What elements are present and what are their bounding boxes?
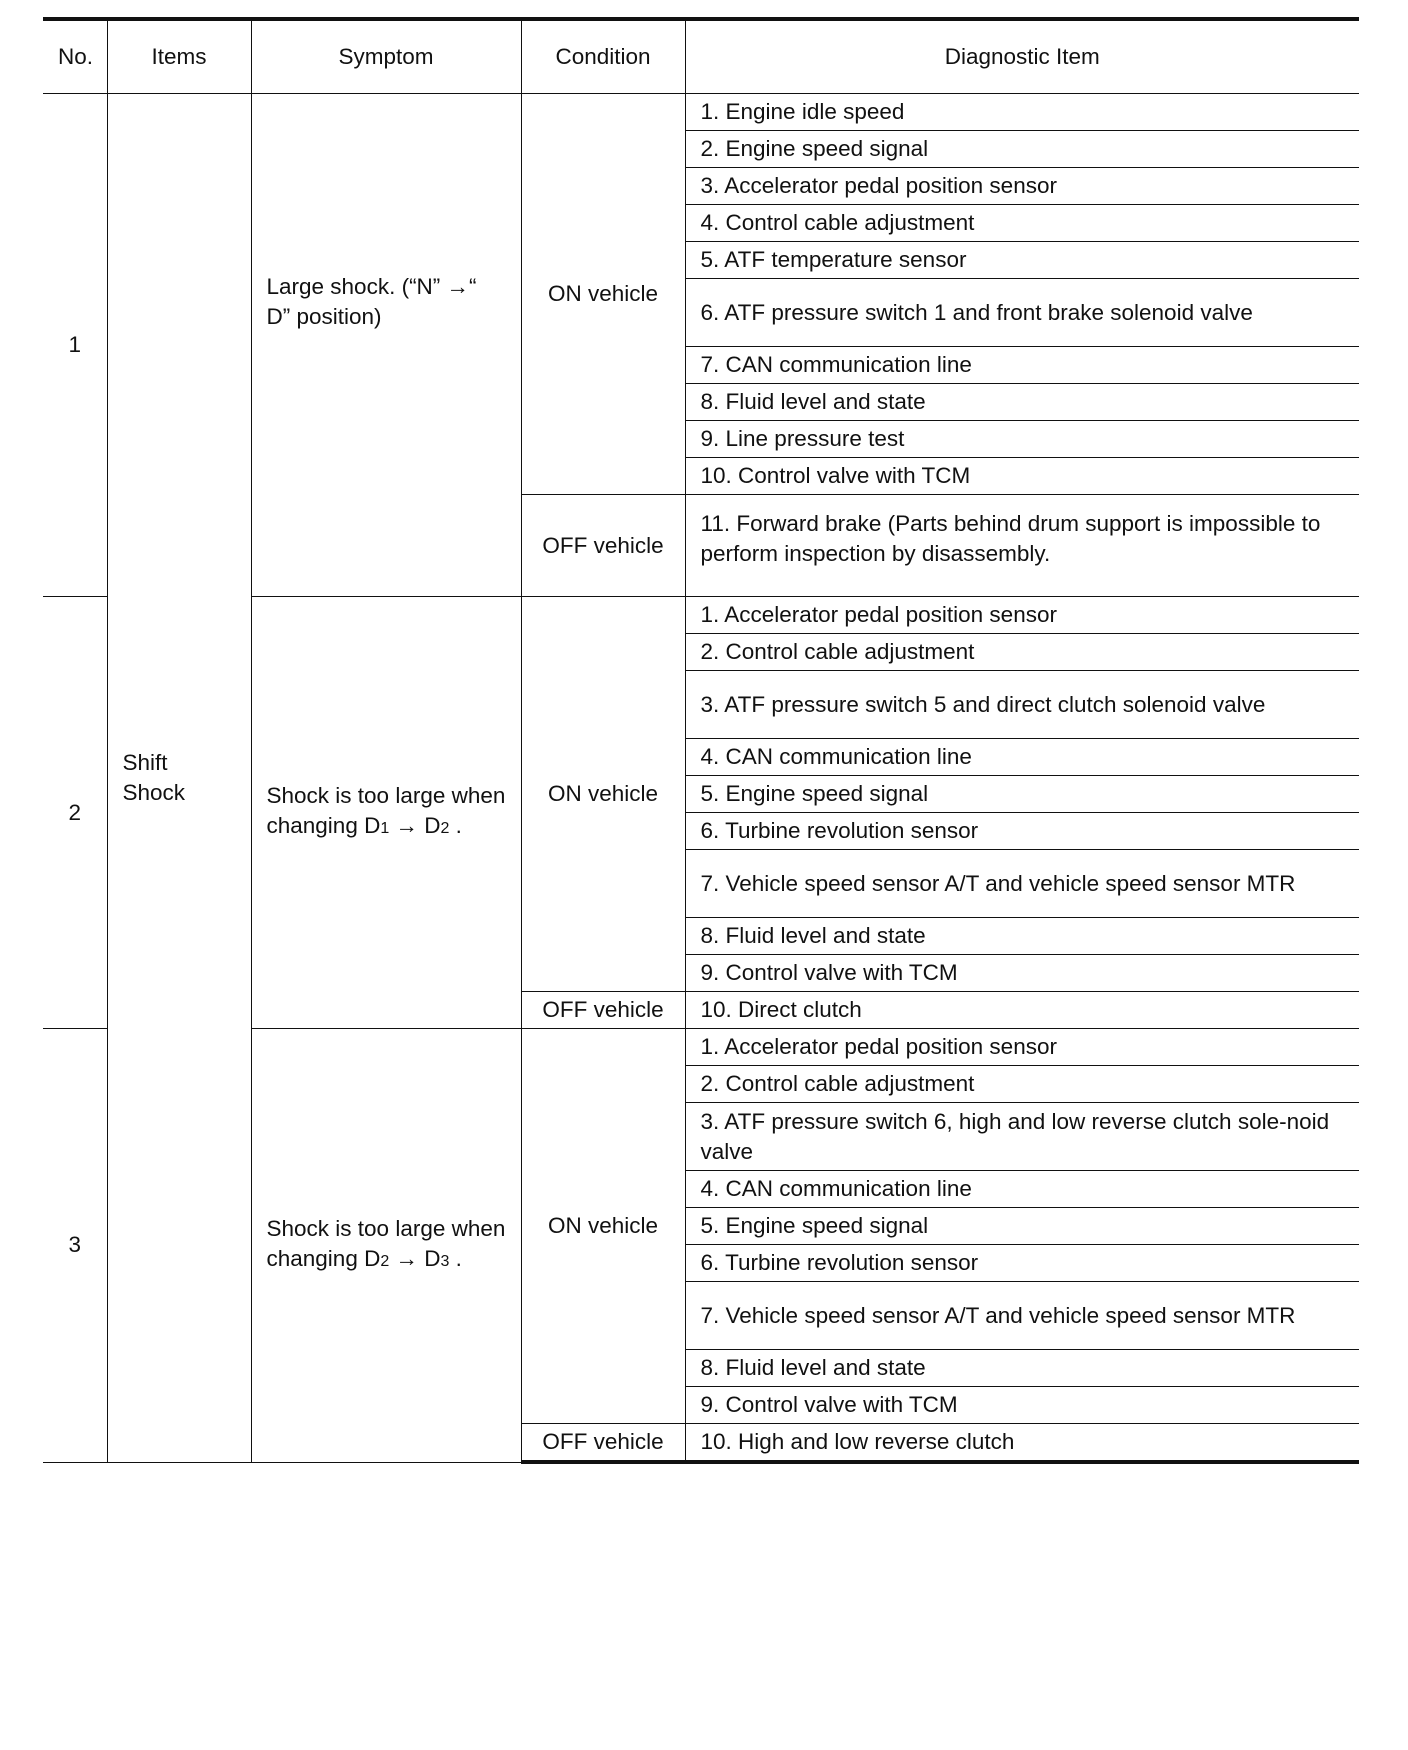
diagnostic-item: 5. Engine speed signal	[685, 776, 1359, 813]
diagnostic-item: 10. Control valve with TCM	[685, 458, 1359, 495]
diagnostic-item: 3. ATF pressure switch 5 and direct clutch solenoid valve	[685, 671, 1359, 739]
condition-off-vehicle: OFF vehicle	[521, 495, 685, 597]
diagnostic-item: 1. Engine idle speed	[685, 94, 1359, 131]
row-number: 3	[43, 1029, 107, 1463]
condition-on-vehicle: ON vehicle	[521, 1029, 685, 1424]
symptom-text: Shock is too large when changing D	[266, 783, 506, 838]
condition-on-vehicle: ON vehicle	[521, 94, 685, 495]
row-number: 2	[43, 597, 107, 1029]
diagnostic-item: 7. Vehicle speed sensor A/T and vehicle speed sensor MTR	[685, 1282, 1359, 1350]
diagnostic-item: 4. CAN communication line	[685, 739, 1359, 776]
diagnostic-item: 5. Engine speed signal	[685, 1208, 1359, 1245]
symptom-arrow: → D	[389, 1245, 441, 1271]
condition-on-vehicle: ON vehicle	[521, 597, 685, 992]
diagnostic-item: 9. Line pressure test	[685, 421, 1359, 458]
diagnostic-item: 9. Control valve with TCM	[685, 1387, 1359, 1424]
diagnostic-item: 8. Fluid level and state	[685, 918, 1359, 955]
diagnostic-item: 1. Accelerator pedal position sensor	[685, 1029, 1359, 1066]
diagnostic-item: 5. ATF temperature sensor	[685, 242, 1359, 279]
table-row	[43, 94, 1359, 131]
header-condition: Condition	[521, 19, 685, 94]
symptom-subscript: 3	[440, 1252, 450, 1270]
diagnostic-item: 3. Accelerator pedal position sensor	[685, 168, 1359, 205]
symptom-arrow: → D	[389, 813, 441, 838]
symptom-text: Shock is too large when changing D	[266, 1215, 506, 1271]
diagnostic-item: 10. High and low reverse clutch	[685, 1424, 1359, 1463]
condition-off-vehicle: OFF vehicle	[521, 992, 685, 1029]
header-no: No.	[43, 19, 107, 94]
diagnostic-item: 2. Control cable adjustment	[685, 1066, 1359, 1103]
condition-off-vehicle: OFF vehicle	[521, 1424, 685, 1463]
symptom-cell	[251, 1029, 521, 1463]
diagnostic-item: 7. CAN communication line	[685, 347, 1359, 384]
diagnostic-item: 2. Control cable adjustment	[685, 634, 1359, 671]
diagnostic-item: 4. CAN communication line	[685, 1171, 1359, 1208]
symptom-cell	[251, 94, 521, 597]
symptom-end: .	[449, 813, 462, 838]
diagnostic-item: 6. ATF pressure switch 1 and front brake solenoid valve	[685, 279, 1359, 347]
symptom-subscript: 2	[380, 1252, 390, 1270]
diagnostic-item: 9. Control valve with TCM	[685, 955, 1359, 992]
row-number: 1	[43, 94, 107, 597]
header-row	[43, 19, 1359, 94]
diagnostic-item: 6. Turbine revolution sensor	[685, 1245, 1359, 1282]
symptom-subscript: 2	[440, 820, 450, 837]
symptom-text: Large shock. (“N” →“ D” position)	[266, 274, 477, 329]
symptom-subscript: 1	[380, 820, 390, 837]
items-label-line1: Shift	[122, 749, 168, 775]
header-items: Items	[107, 19, 251, 94]
diagnosis-table	[43, 17, 1359, 1464]
diagnostic-item: 3. ATF pressure switch 6, high and low reverse clutch sole-noid valve	[685, 1103, 1359, 1171]
diagnostic-item: 8. Fluid level and state	[685, 384, 1359, 421]
diagnostic-item: 1. Accelerator pedal position sensor	[685, 597, 1359, 634]
diagnostic-item: 8. Fluid level and state	[685, 1350, 1359, 1387]
symptom-end: .	[449, 1245, 462, 1271]
diagnostic-item: 6. Turbine revolution sensor	[685, 813, 1359, 850]
items-cell	[107, 94, 251, 1463]
diagnostic-item: 2. Engine speed signal	[685, 131, 1359, 168]
diagnostic-item: 4. Control cable adjustment	[685, 205, 1359, 242]
diagnostic-item: 11. Forward brake (Parts behind drum support is impossible to perform inspection by disassembly.	[685, 495, 1359, 597]
diagnostic-item: 10. Direct clutch	[685, 992, 1359, 1029]
symptom-cell	[251, 597, 521, 1029]
items-label-line2: Shock	[122, 779, 186, 805]
header-diagnostic-item: Diagnostic Item	[685, 19, 1359, 94]
header-symptom: Symptom	[251, 19, 521, 94]
diagnostic-item: 7. Vehicle speed sensor A/T and vehicle speed sensor MTR	[685, 850, 1359, 918]
